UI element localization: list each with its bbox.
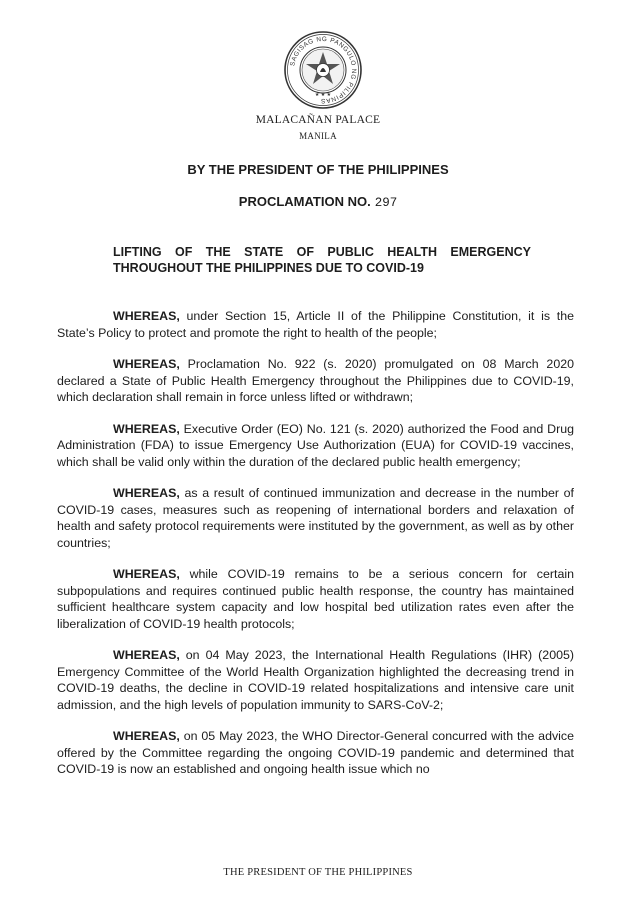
whereas-lead: WHEREAS,	[113, 729, 180, 743]
page-footer: THE PRESIDENT OF THE PHILIPPINES	[223, 867, 413, 878]
svg-text:★ ★ ★: ★ ★ ★	[314, 92, 332, 98]
whereas-paragraph-4	[57, 485, 574, 551]
whereas-paragraph-5	[57, 566, 574, 632]
whereas-lead: WHEREAS,	[113, 309, 180, 323]
title-line-2: THROUGHOUT THE PHILIPPINES DUE TO COVID-19	[113, 261, 424, 275]
whereas-lead: WHEREAS,	[113, 567, 180, 581]
whereas-text: while COVID-19 remains to be a serious concern for certain subpopulations and requires continued public health response, the country has maintained sufficient healthcare system capacity and low hospital bed utilization rates even after the liberalization of COVID-19 health protocols;	[57, 567, 574, 631]
title-line-1: LIFTING OF THE STATE OF PUBLIC HEALTH EMERGENCY	[113, 245, 531, 259]
whereas-paragraph-3	[57, 421, 574, 471]
whereas-text: Proclamation No. 922 (s. 2020) promulgated on 08 March 2020 declared a State of Public Health Emergency throughout the Philippines due to COVID-19, which declaration shall remain in force unless lifted or withdrawn;	[57, 357, 574, 404]
whereas-paragraph-1	[57, 308, 574, 341]
whereas-lead: WHEREAS,	[113, 357, 180, 371]
city-name: MANILA	[299, 131, 337, 141]
whereas-paragraph-2	[57, 356, 574, 406]
issuer-heading: BY THE PRESIDENT OF THE PHILIPPINES	[187, 162, 449, 177]
whereas-text: as a result of continued immunization and decrease in the number of COVID-19 cases, measures such as reopening of international borders and relaxation of health and safety protocol requirements were instituted by the government, as well as by other countries;	[57, 486, 574, 550]
palace-name: MALACAÑAN PALACE	[255, 114, 381, 126]
proclamation-label: PROCLAMATION NO.	[238, 194, 371, 209]
whereas-lead: WHEREAS,	[113, 648, 180, 662]
whereas-text: on 04 May 2023, the International Health Regulations (IHR) (2005) Emergency Committee of the World Health Organization highlighted the decreasing trend in COVID-19 deaths, the decline in COVID-19 related hospitalizations and intensive care unit admission, and the high levels of population immunity to SARS-CoV-2;	[57, 648, 574, 712]
proclamation-number: 297	[374, 196, 398, 210]
seal-text: SAGISAG NG PANGULO NG PILIPINAS	[289, 35, 358, 105]
whereas-paragraph-7	[57, 728, 574, 778]
whereas-text: under Section 15, Article II of the Philippine Constitution, it is the State’s Policy to protect and promote the right to health of the people;	[57, 309, 574, 340]
whereas-lead: WHEREAS,	[113, 421, 180, 436]
whereas-text: on 05 May 2023, the WHO Director-General concurred with the advice offered by the Committee regarding the ongoing COVID-19 pandemic and determined that COVID-19 is now an established and ongoing health issue which no	[57, 729, 574, 776]
proclamation-title	[113, 244, 531, 276]
whereas-paragraph-6	[57, 647, 574, 713]
whereas-lead: WHEREAS,	[113, 486, 180, 500]
proclamation-body	[57, 308, 574, 793]
presidential-seal-icon	[283, 30, 363, 110]
proclamation-heading	[0, 194, 636, 210]
whereas-text: Executive Order (EO) No. 121 (s. 2020) authorized the Food and Drug Administration (FDA) to issue Emergency Use Authorization (EUA) for COVID-19 vaccines, which shall be valid only within the duration of the declared public health emergency;	[57, 421, 574, 469]
